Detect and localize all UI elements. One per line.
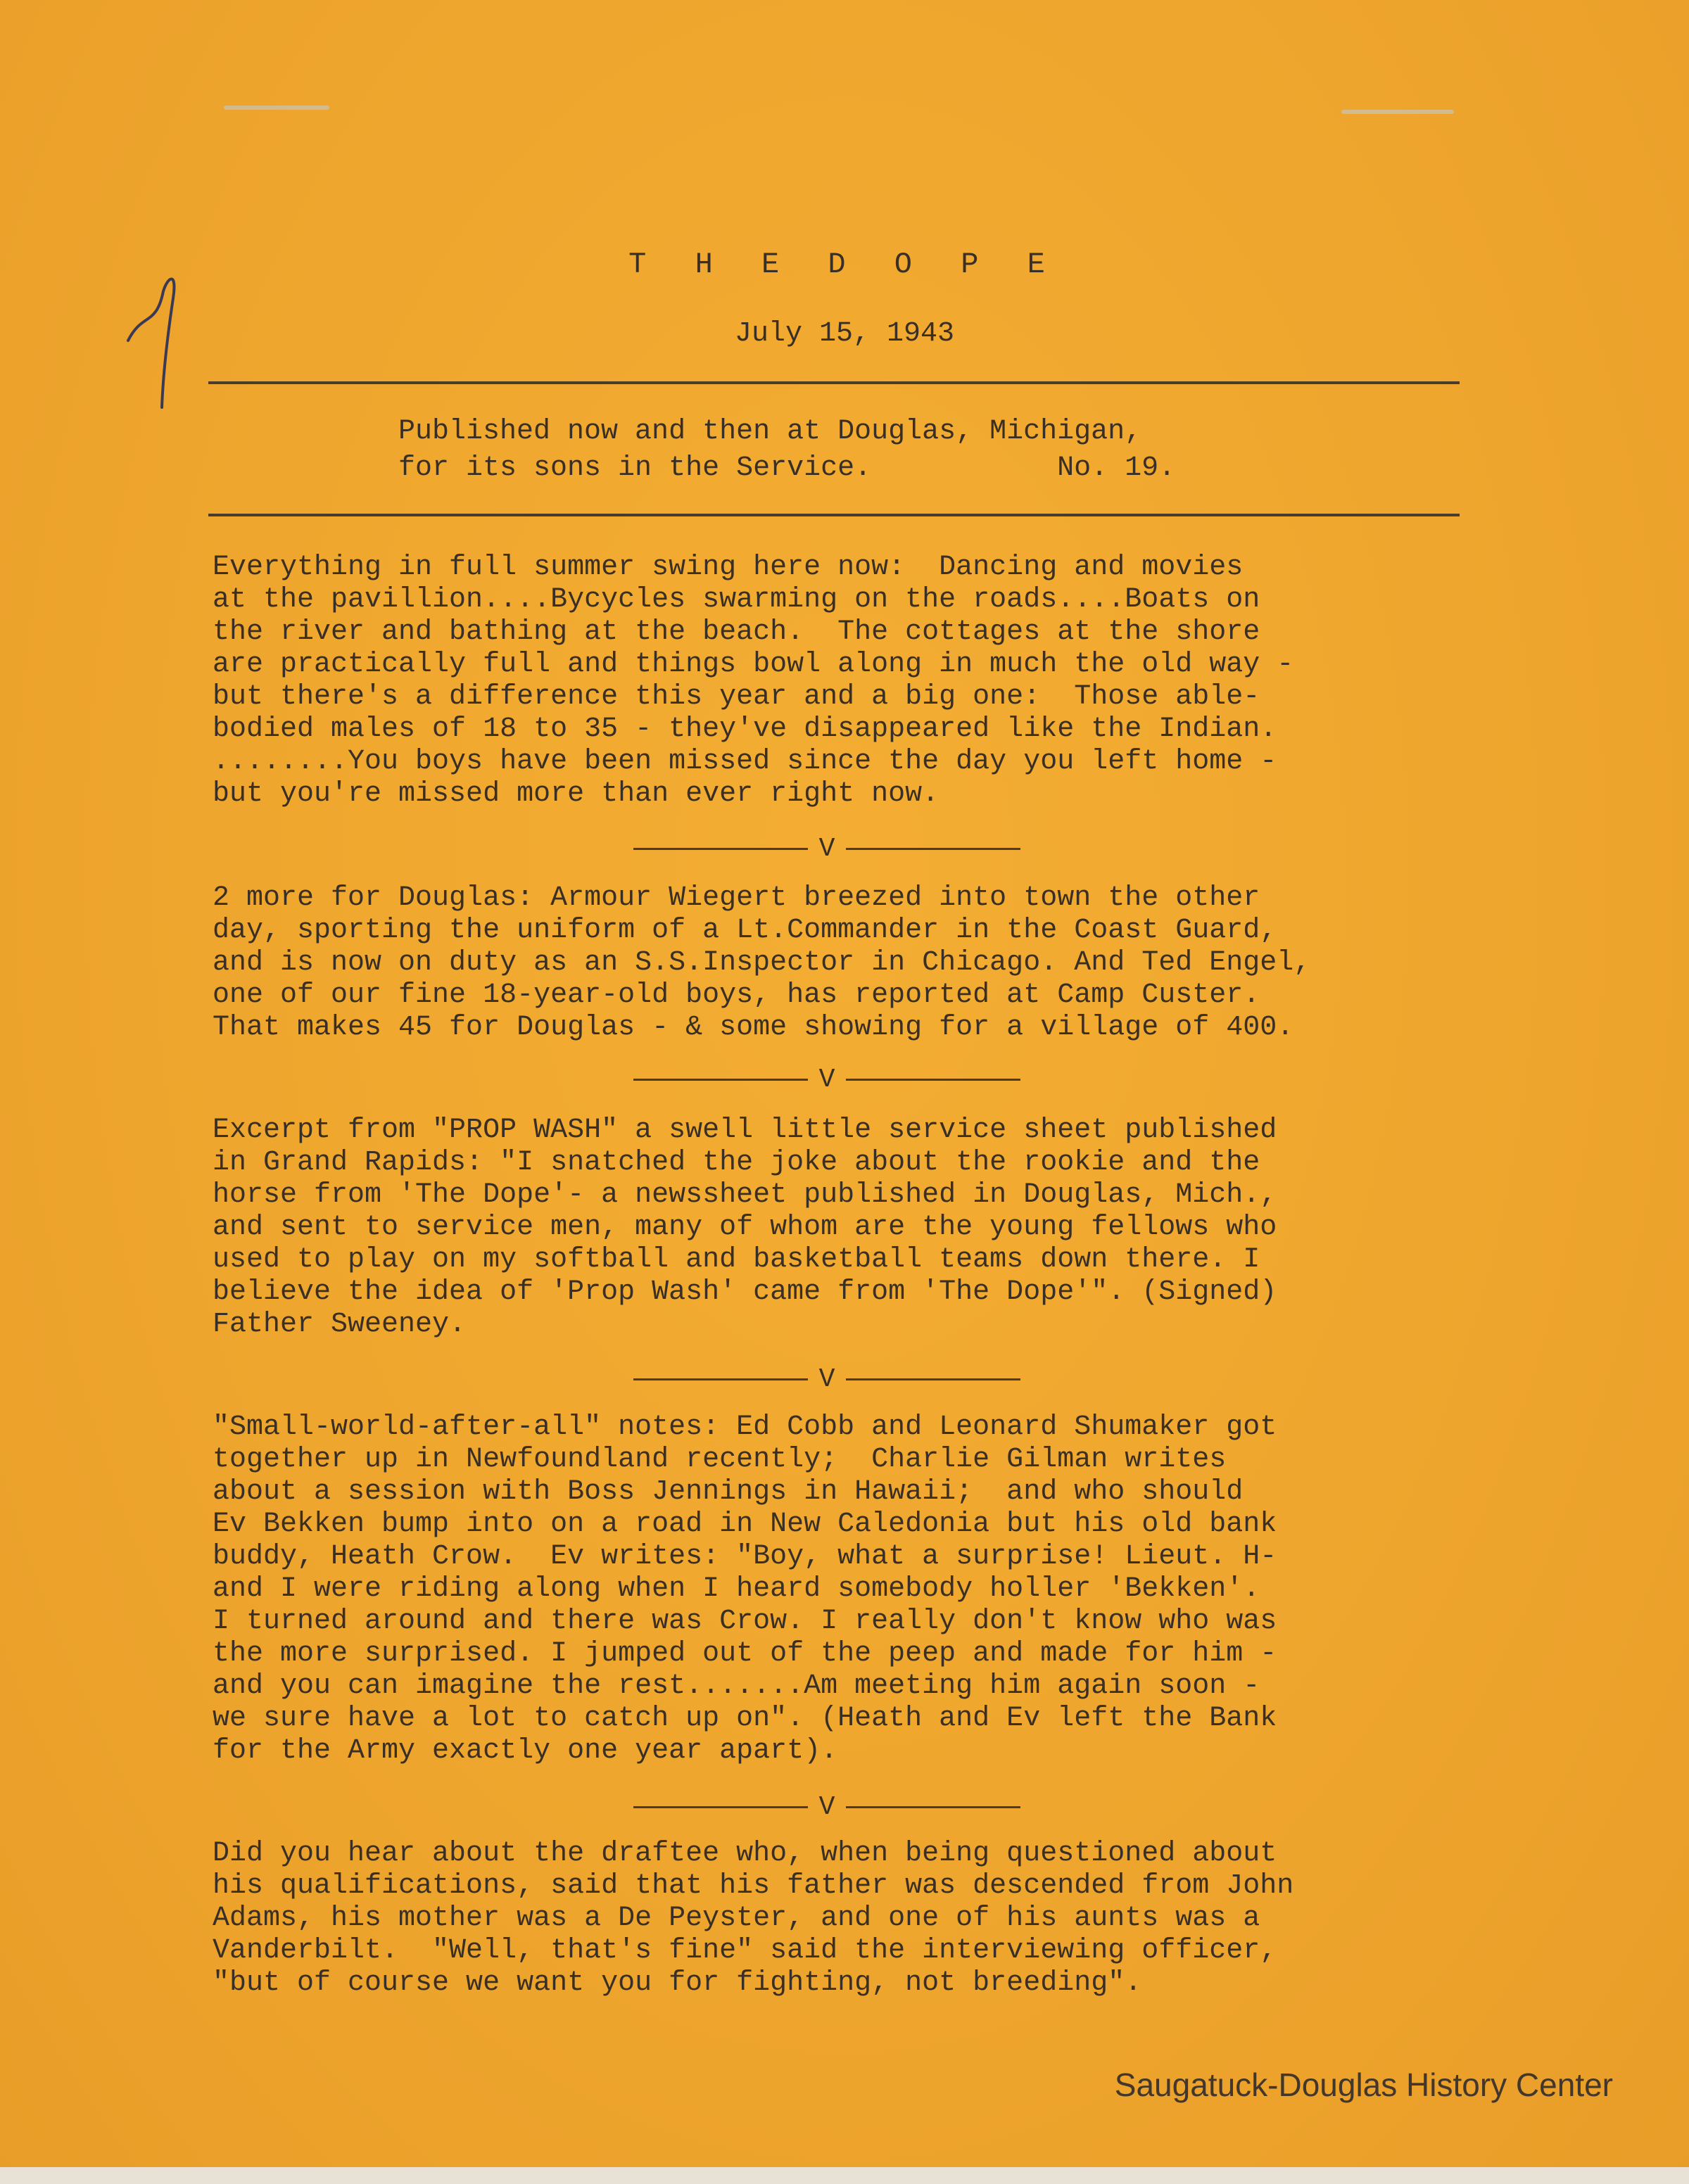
paragraph-summer: Everything in full summer swing here now: Dancing and movies at the pavillion....Bycycles swarming on the roads....Boats on the river and bathing at the beach. The cottages at the shore are practically full and things bowl along in much the old way - but there's a difference this year and a big one: Those able- bodied males of 18 to 35 - they've disappeared like the Indian. ........You boys have been missed since the day you left home - but you're missed more than ever right now. (213, 552, 1294, 810)
newsletter-title: T H E D O P E (628, 248, 1061, 281)
masthead-line-2: for its sons in the Service. No. 19. (398, 452, 1176, 484)
bottom-rule (208, 514, 1460, 516)
section-separator (633, 1793, 1020, 1821)
section-separator (633, 1065, 1020, 1093)
separator-v: V (818, 1364, 835, 1395)
newsletter-date: July 15, 1943 (734, 318, 955, 350)
paragraph-prop-wash: Excerpt from "PROP WASH" a swell little service sheet published in Grand Rapids: "I snatched the joke about the rookie and the horse from 'The Dope'- a newssheet published in Douglas, Mich., and sent to service men, many of whom are the young fellows who used to play on my softball and basketball teams down there. I believe the idea of 'Prop Wash' came from 'The Dope'". (Signed) Father Sweeney. (213, 1115, 1277, 1340)
paragraph-small-world: "Small-world-after-all" notes: Ed Cobb and Leonard Shumaker got together up in Newfoundland recently; Charlie Gilman writes about a session with Boss Jennings in Hawaii; and who should Ev Bekken bump into on a road in New Caledonia but his old bank buddy, Heath Crow. Ev writes: "Boy, what a surprise! Lieut. H- and I were riding along when I heard somebody holler 'Bekken'. I turned around and there was Crow. I really don't know who was the more surprised. I jumped out of the peep and made for him - and you can imagine the rest.......Am meeting him again soon - we sure have a lot to catch up on". (Heath and Ev left the Bank for the Army exactly one year apart). (213, 1411, 1277, 1767)
top-rule (208, 381, 1460, 384)
masthead-line-1: Published now and then at Douglas, Michigan, (398, 416, 1142, 447)
scan-edge (0, 2167, 1689, 2184)
section-separator (633, 1365, 1020, 1393)
section-separator (633, 834, 1020, 863)
paragraph-draftee-joke: Did you hear about the draftee who, when being questioned about his qualifications, said that his father was descended from John Adams, his mother was a De Peyster, and one of his aunts was a Vanderbilt. "Well, that's fine" said the interviewing officer, "but of course we want you for fighting, not breeding". (213, 1838, 1294, 1999)
separator-v: V (818, 1064, 835, 1095)
paragraph-douglas-count: 2 more for Douglas: Armour Wiegert breezed into town the other day, sporting the uniform of a Lt.Commander in the Coast Guard, and is now on duty as an S.S.Inspector in Chicago. And Ted Engel, one of our fine 18-year-old boys, has reported at Camp Custer. That makes 45 for Douglas - & some showing for a village of 400. (213, 882, 1311, 1043)
archive-credit: Saugatuck-Douglas History Center (1114, 2066, 1613, 2103)
masthead (398, 414, 1384, 487)
separator-v: V (818, 1791, 835, 1822)
separator-v: V (818, 833, 835, 864)
staple-mark-right (1341, 110, 1454, 114)
staple-mark-left (224, 106, 329, 110)
